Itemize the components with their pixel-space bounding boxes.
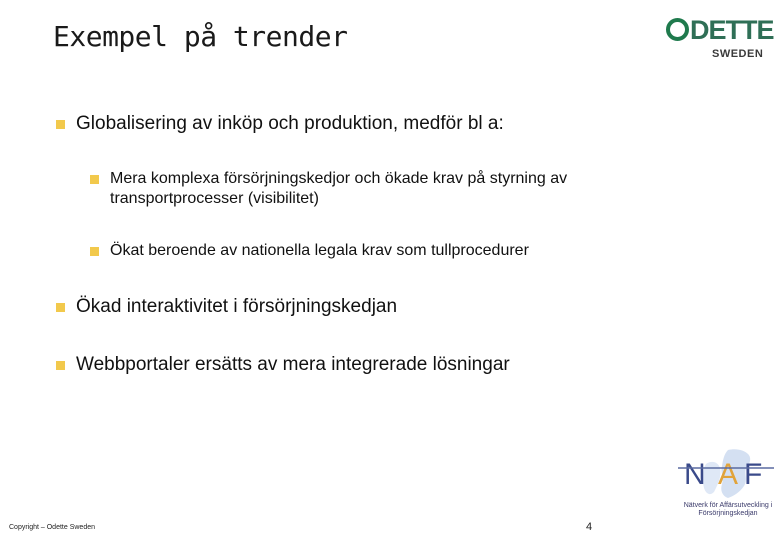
svg-text:F: F bbox=[744, 458, 763, 491]
copyright-footer: Copyright – Odette Sweden bbox=[9, 524, 95, 531]
odette-sweden-logo bbox=[666, 14, 774, 64]
bullet-square-icon bbox=[90, 175, 99, 184]
slide-title: Exempel på trender bbox=[53, 20, 348, 53]
bullet-square-icon bbox=[56, 120, 65, 129]
odette-logo-word: DETTE bbox=[690, 15, 774, 45]
sub-bullet-item bbox=[90, 241, 670, 261]
odette-o-ring-icon bbox=[666, 18, 689, 41]
bullet-item bbox=[56, 354, 696, 376]
naf-caption: Nätverk för Affärsutveckling i Försörjningskedjan bbox=[683, 502, 773, 517]
bullet-item bbox=[56, 296, 696, 318]
bullet-square-icon bbox=[56, 303, 65, 312]
bullet-text: Mera komplexa försörjningskedjor och ökade krav på styrning av transportprocesser (visibilitet) bbox=[110, 170, 568, 207]
bullet-text: Ökat beroende av nationella legala krav som tullprocedurer bbox=[110, 242, 529, 259]
bullet-item bbox=[56, 113, 696, 135]
naf-map-icon bbox=[676, 446, 776, 502]
bullet-square-icon bbox=[90, 247, 99, 256]
sub-bullet-item bbox=[90, 169, 650, 209]
naf-logo bbox=[676, 446, 776, 522]
bullet-text: Ökad interaktivitet i försörjningskedjan bbox=[76, 296, 398, 317]
svg-text:N: N bbox=[684, 458, 706, 491]
svg-text:A: A bbox=[718, 458, 739, 491]
bullet-text: Globalisering av inköp och produktion, medför bl a: bbox=[76, 113, 504, 134]
page-number: 4 bbox=[586, 521, 593, 533]
odette-logo-sub: SWEDEN bbox=[712, 48, 764, 60]
bullet-text: Webbportaler ersätts av mera integrerade lösningar bbox=[76, 354, 510, 375]
bullet-square-icon bbox=[56, 361, 65, 370]
